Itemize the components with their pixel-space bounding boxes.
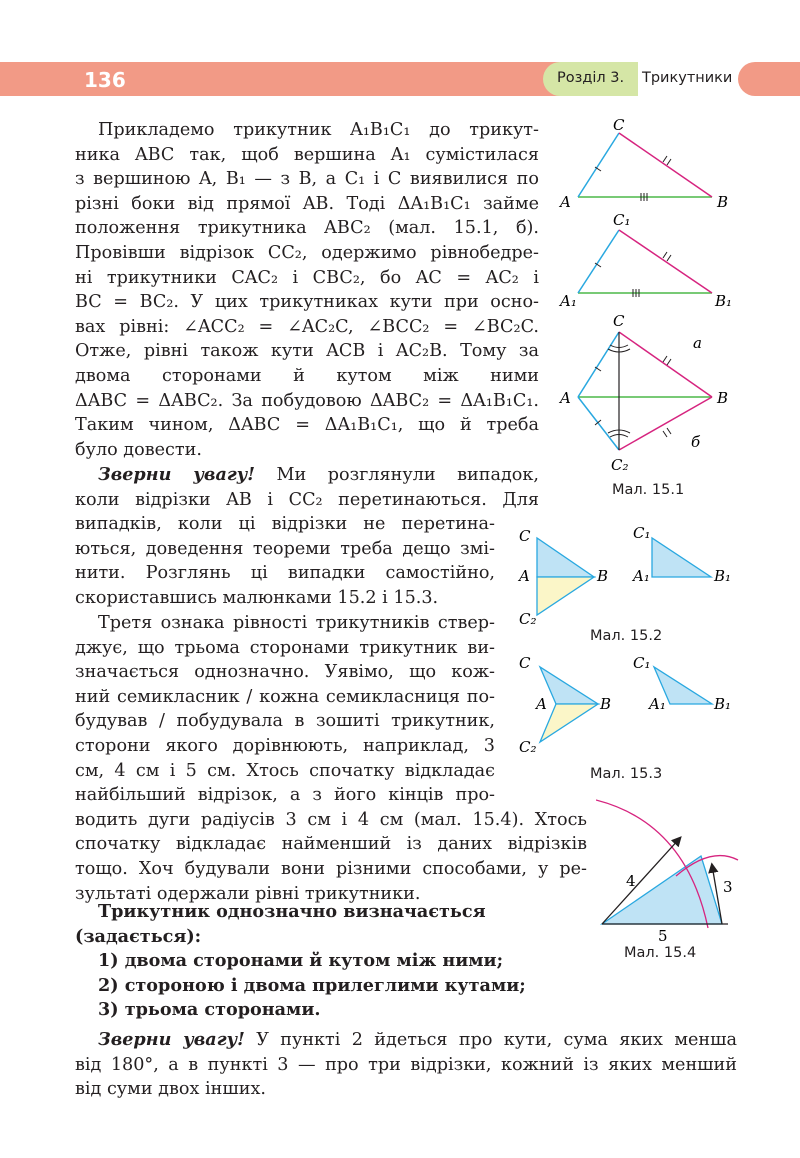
text-line: зультаті одержали рівні трикутники. — [75, 883, 421, 904]
caption-15-2: Мал. 15.2 — [590, 628, 663, 644]
text-line: ний семикласник / кожна семикласниця по- — [75, 686, 495, 707]
label-b: B — [600, 695, 612, 713]
note-text: У пункті 2 йдеться про кути, сума яких менша — [244, 1030, 737, 1050]
note-text: Ми розглянули випадок, — [255, 465, 539, 485]
label-c1: C₁ — [613, 211, 631, 229]
label-c: C — [519, 527, 531, 545]
text-line: Прикладемо трикутник A₁B₁C₁ до трикут- — [98, 120, 539, 140]
text-line: вах рівні: ∠ACC₂ = ∠AC₂C, ∠BCC₂ = ∠BC₂C. — [75, 316, 539, 337]
rule-item: 3) трьома сторонами. — [98, 999, 321, 1021]
note-line — [75, 463, 539, 488]
triangle-a1b1c1 — [558, 211, 732, 310]
note-line: ються, доведення теореми треба дещо змі- — [75, 538, 495, 559]
header-bar — [0, 62, 800, 96]
note-line: коли відрізки AB і CC₂ перетинаються. Для — [75, 489, 539, 510]
caption-15-3: Мал. 15.3 — [590, 766, 663, 782]
text-line: будував / побудувала в зошиті трикутник, — [75, 711, 495, 732]
label-c: C — [613, 116, 625, 134]
text-line: Провівши відрізок CC₂, одержимо рівнобедре- — [75, 242, 539, 263]
text-line: водить дуги радіусів 3 см і 4 см (мал. 15.4). Хтось — [75, 809, 587, 830]
label-b: B — [717, 389, 729, 407]
label-a1: A₁ — [633, 567, 650, 585]
text-line: см, 4 см і 5 см. Хтось спочатку відкладає — [75, 760, 495, 781]
section-label: Розділ 3. — [557, 70, 625, 86]
label-side-4: 4 — [626, 872, 636, 890]
text-line: джує, що трьома сторонами трикутник ви- — [75, 637, 495, 658]
rule-item: 2) стороною і двома прилеглими кутами; — [98, 974, 526, 996]
caption-15-4: Мал. 15.4 — [624, 945, 697, 961]
kite-figure — [558, 312, 728, 474]
note-line: випадків, коли ці відрізки не перетина- — [75, 514, 495, 535]
note-line: скориставшись малюнками 15.2 і 15.3. — [75, 587, 439, 608]
text-line: найбільший відрізок, а з його кінців про- — [75, 785, 495, 806]
triangle-abc — [558, 116, 728, 211]
label-a: A — [536, 695, 547, 713]
text-line: положення трикутника ABC₂ (мал. 15.1, б). — [75, 218, 539, 239]
text-line: Отже, рівні також кути ACB і AC₂B. Тому за — [75, 341, 539, 362]
figure-15-1 — [555, 112, 745, 482]
label-a: A — [560, 389, 571, 407]
caption-15-1: Мал. 15.1 — [612, 482, 685, 498]
label-b-sub: б — [691, 433, 701, 451]
text-line: значається однозначно. Уявімо, що кож- — [75, 662, 495, 683]
text-line: BC = BC₂. У цих трикутниках кути при осно- — [75, 292, 539, 313]
text-line: ΔABC = ΔABC₂. За побудовою ΔABC₂ = ΔA₁B₁C₁. — [75, 390, 539, 411]
section-title: Трикутники — [642, 70, 733, 86]
label-c: C — [613, 312, 625, 330]
note-2 — [75, 1028, 737, 1102]
label-c1: C₁ — [633, 654, 651, 672]
figure-15-4 — [596, 798, 746, 948]
text-line: ні трикутники CAC₂ і CBC₂, бо AC = AC₂ і — [75, 267, 539, 288]
label-a1: A₁ — [649, 695, 666, 713]
rule-title: Трикутник однозначно визначається — [98, 901, 486, 922]
note-line: нити. Розглянь ці випадки самостійно, — [75, 563, 495, 584]
text-line: різні боки від прямої AB. Тоді ΔA₁B₁C₁ займе — [75, 193, 539, 214]
text-line: ника ABC так, щоб вершина A₁ сумістилася — [75, 144, 539, 165]
text-line: сторони якого дорівнюють, наприклад, 3 — [75, 735, 495, 756]
note-line — [75, 1028, 737, 1053]
paragraph-1 — [75, 118, 539, 462]
note-line: від 180°, а в пункті 3 — про три відрізки, кожний із яких менший — [75, 1054, 737, 1075]
note-label: Зверни увагу! — [98, 464, 255, 485]
rule-title-2: (задається): — [75, 925, 202, 947]
label-a-sub: а — [693, 334, 702, 352]
label-side-5: 5 — [658, 927, 668, 945]
text-line: тощо. Хоч будували вони різними способами, у ре- — [75, 858, 587, 879]
page-number: 136 — [84, 68, 126, 92]
text-line: було довести. — [75, 439, 202, 460]
note-1 — [75, 463, 539, 611]
text-line: Таким чином, ΔABC = ΔA₁B₁C₁, що й треба — [75, 415, 539, 436]
header-right-band — [738, 62, 800, 96]
label-c1: C₁ — [633, 524, 651, 542]
figure-15-2 — [512, 520, 772, 635]
rule-block — [75, 900, 526, 1023]
label-a1: A₁ — [560, 292, 577, 310]
label-b1: B₁ — [715, 292, 733, 310]
label-c2: C₂ — [611, 456, 629, 474]
label-b1: B₁ — [714, 695, 732, 713]
label-b: B — [717, 193, 729, 211]
label-side-3: 3 — [723, 878, 733, 896]
label-c2: C₂ — [519, 610, 537, 628]
label-b: B — [597, 567, 609, 585]
label-c2: C₂ — [519, 738, 537, 756]
figure-15-3 — [512, 652, 772, 767]
text-line: з вершиною A, B₁ — з B, а C₁ і C виявилися по — [75, 169, 539, 190]
label-a: A — [519, 567, 530, 585]
rule-item: 1) двома сторонами й кутом між ними; — [98, 950, 504, 972]
note-label: Зверни увагу! — [98, 1029, 245, 1050]
label-c: C — [519, 654, 531, 672]
text-line: спочатку відкладає найменший із даних відрізків — [75, 834, 587, 855]
text-line: двома сторонами й кутом між ними — [75, 365, 539, 386]
label-a: A — [560, 193, 571, 211]
note-line: від суми двох інших. — [75, 1079, 266, 1100]
text-line: Третя ознака рівності трикутників ствер- — [98, 613, 495, 633]
label-b1: B₁ — [714, 567, 732, 585]
